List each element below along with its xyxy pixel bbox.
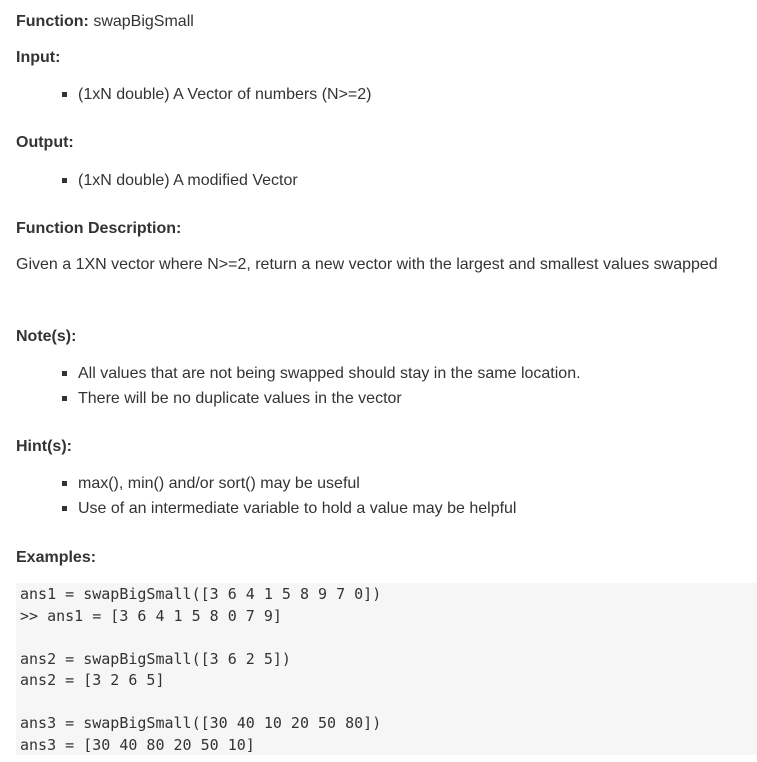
output-list bbox=[62, 168, 298, 193]
examples-code-block bbox=[16, 583, 757, 755]
function-label: Function: bbox=[16, 13, 89, 30]
examples-heading: Examples: bbox=[16, 549, 97, 566]
input-item: (1xN double) A Vector of numbers (N>=2) bbox=[62, 82, 371, 107]
description-heading: Function Description: bbox=[16, 220, 182, 237]
description-text: Given a 1XN vector where N>=2, return a new vector with the largest and smallest values swapped bbox=[16, 256, 718, 273]
code-line: ans2 = [3 2 6 5] bbox=[20, 671, 165, 689]
code-line: ans3 = swapBigSmall([30 40 10 20 50 80]) bbox=[20, 714, 382, 732]
code-line: ans3 = [30 40 80 20 50 10] bbox=[20, 735, 255, 754]
notes-heading: Note(s): bbox=[16, 328, 77, 345]
hints-heading: Hint(s): bbox=[16, 438, 72, 455]
notes-list bbox=[62, 361, 581, 411]
code-line: ans2 = swapBigSmall([3 6 2 5]) bbox=[20, 649, 291, 668]
code-line-blank bbox=[20, 627, 757, 649]
code-line: ans1 = swapBigSmall([3 6 4 1 5 8 9 7 0]) bbox=[20, 585, 382, 603]
hints-list bbox=[62, 471, 516, 521]
function-name: swapBigSmall bbox=[93, 13, 194, 30]
output-heading: Output: bbox=[16, 134, 74, 151]
note-item: All values that are not being swapped should stay in the same location. bbox=[62, 361, 581, 386]
function-line bbox=[16, 12, 194, 32]
note-item: There will be no duplicate values in the vector bbox=[62, 386, 581, 411]
hint-item: Use of an intermediate variable to hold a value may be helpful bbox=[62, 496, 516, 521]
input-list bbox=[62, 82, 371, 107]
code-line-blank bbox=[20, 692, 757, 714]
code-line: >> ans1 = [3 6 4 1 5 8 0 7 9] bbox=[20, 606, 282, 625]
output-item: (1xN double) A modified Vector bbox=[62, 168, 298, 193]
hint-item: max(), min() and/or sort() may be useful bbox=[62, 471, 516, 496]
input-heading: Input: bbox=[16, 49, 61, 66]
